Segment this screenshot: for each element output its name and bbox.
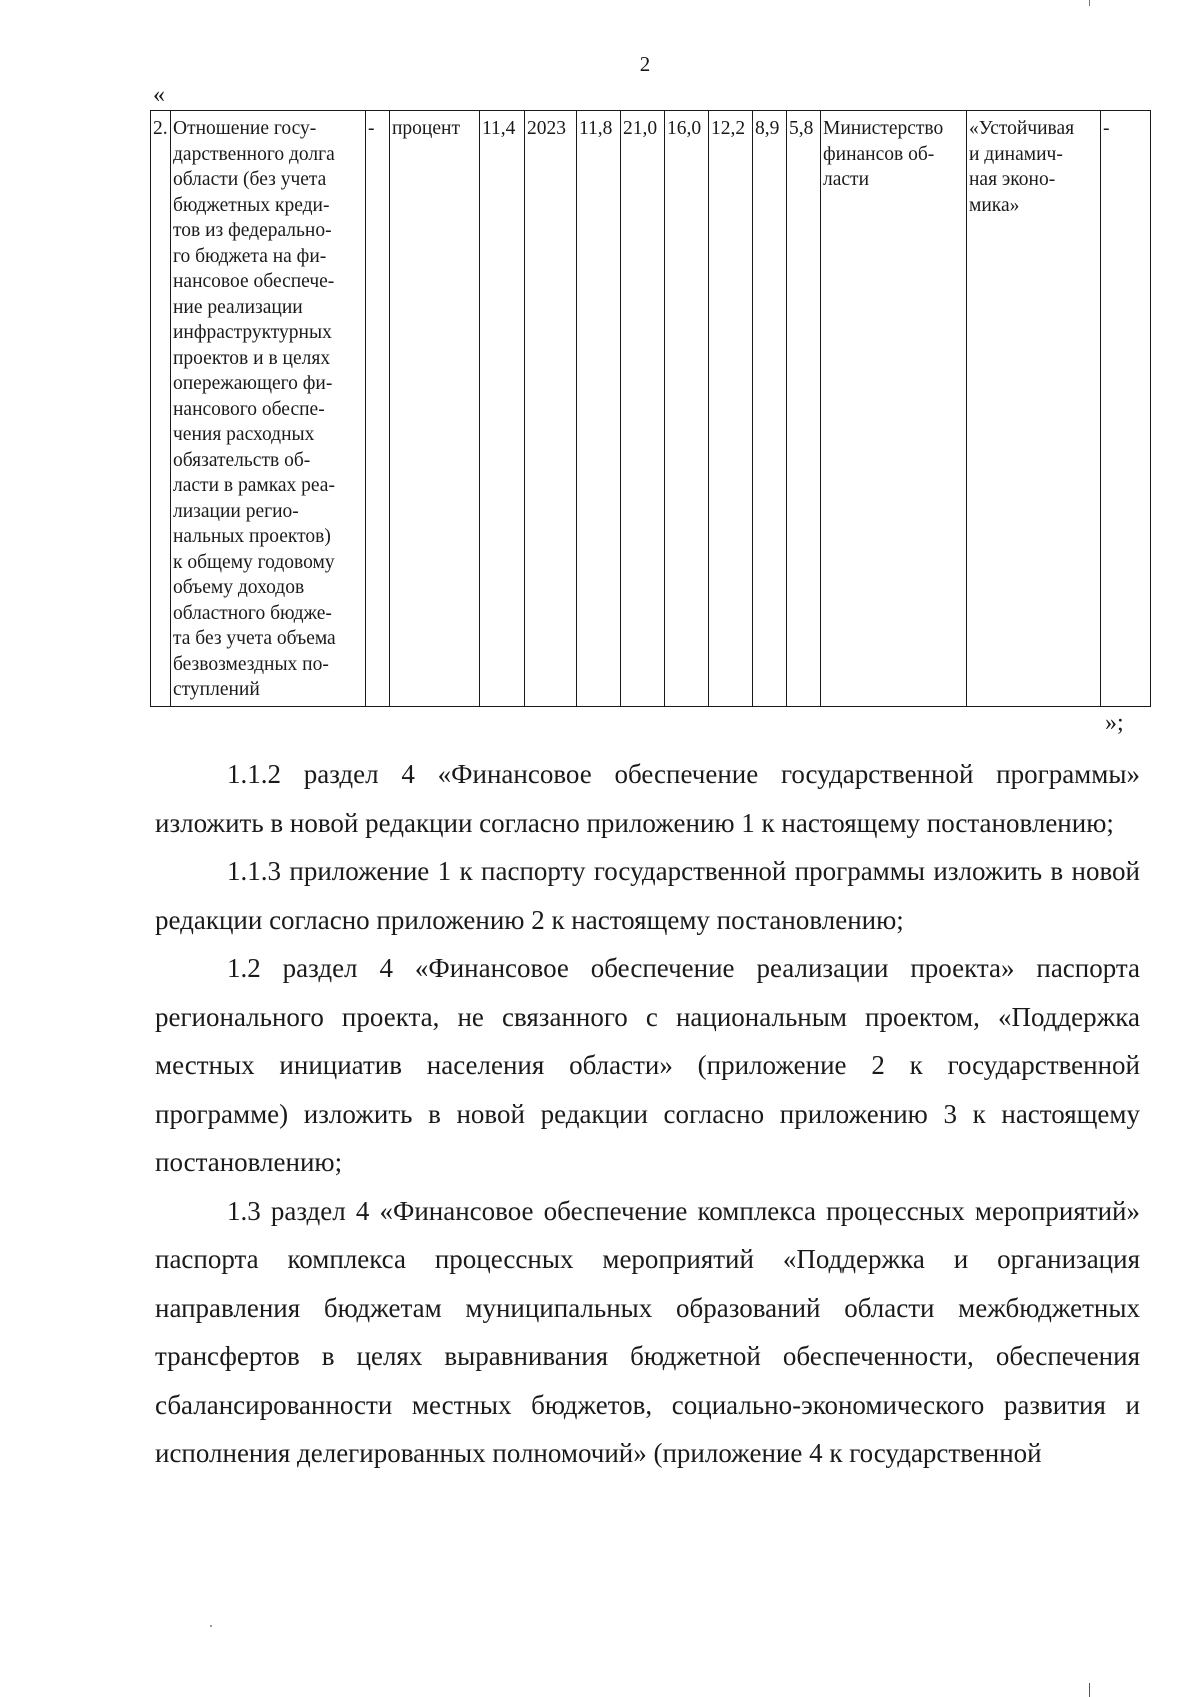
- table-close-quote: »;: [1105, 710, 1124, 736]
- paragraph-1-1-2: 1.1.2 раздел 4 «Финансовое обеспечение государственной программы» изложить в новой редакции согласно приложению 1 к настоящему постановлению;: [155, 759, 1140, 838]
- table-open-quote: «: [153, 82, 165, 108]
- cell-level: -: [366, 111, 390, 707]
- cell-base-year: 2023: [525, 111, 577, 707]
- cell-row-number: 2.: [151, 111, 171, 707]
- page-number: 2: [639, 52, 651, 76]
- table-row: [151, 111, 1151, 707]
- bottom-scan-mark: [1089, 1683, 1090, 1697]
- corner-scan-mark: [1089, 0, 1090, 6]
- cell-unit: процент: [390, 111, 480, 707]
- cell-value-4: 12,2: [709, 111, 753, 707]
- cell-value-2: 21,0: [621, 111, 665, 707]
- paragraph-1-3: 1.3 раздел 4 «Финансовое обеспечение комплекса процессных мероприятий» паспорта комплекса процессных мероприятий «Поддержка и организация направления бюджетам муниципальных образований области межбюджетных трансфертов в целях выравнивания бюджетной обеспеченности, обеспечения сбалансированности местных бюджетов, социально-экономического развития и исполнения делегированных полномочий» (приложение 4 к государственной: [155, 1195, 1140, 1468]
- cell-responsible: Министерство финансов об- ласти: [821, 111, 967, 707]
- indicator-table: [150, 110, 1151, 707]
- cell-indicator-name: Отношение госу- дарственного долга области (без учета бюджетных креди- тов из федерально- го бюджета на фи- нансовое обеспече- ние реализации инфраструктурных проектов и в целях опережающего фи- нансового обеспе- чения расходных обязательств об- ласти в рамках реа- лизации регио- нальных проектов) к общему годовому объему доходов областного бюдже- та без учета объема безвозмездных по- ступлений: [171, 111, 366, 707]
- paragraph-1-2: 1.2 раздел 4 «Финансовое обеспечение реализации проекта» паспорта регионального проекта, не связанного с национальным проектом, «Поддержка местных инициатив населения области» (приложение 2 к государственной программе) изложить в новой редакции согласно приложению 3 к настоящему постановлению;: [155, 953, 1140, 1177]
- cell-base-value: 11,4: [480, 111, 525, 707]
- paragraph-1-1-3: 1.1.3 приложение 1 к паспорту государственной программы изложить в новой редакции согласно приложению 2 к настоящему постановлению;: [155, 856, 1140, 935]
- cell-extra: -: [1101, 111, 1151, 707]
- cell-value-6: 5,8: [787, 111, 821, 707]
- scan-dot-mark: [210, 1625, 212, 1627]
- cell-link: «Устойчивая и динамич- ная эконо- мика»: [967, 111, 1101, 707]
- cell-value-1: 11,8: [577, 111, 621, 707]
- cell-value-5: 8,9: [753, 111, 787, 707]
- cell-value-3: 16,0: [665, 111, 709, 707]
- document-body: [155, 750, 1140, 1478]
